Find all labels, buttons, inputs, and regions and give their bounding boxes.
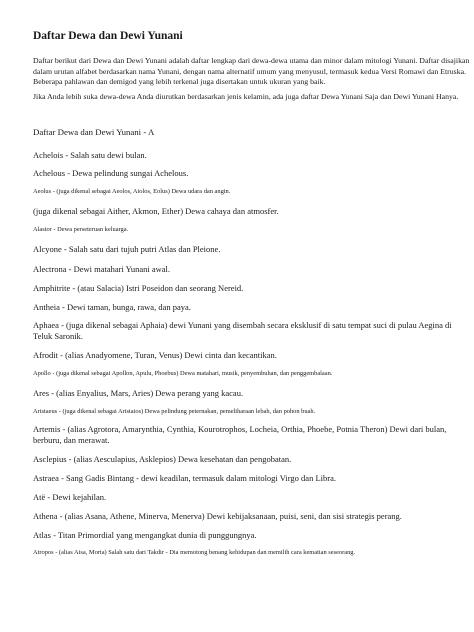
intro-paragraph: Daftar berikut dari Dewa dan Dewi Yunani adalah daftar lengkap dari dewa-dewa utama dan minor dalam mitologi Yunani. Daftar disajikan dalam urutan alfabet berdasarkan nama Yunani, dengan nama alternatif umum yang menyusul, termasuk kedua Versi Romawi dan Etruska. Beberapa pahlawan dan demigod yang lebih terkenal juga disertakan untuk ukuran yang baik. — [33, 56, 470, 87]
deity-entry: Alastor - Dewa perseteruan keluarga. — [33, 226, 129, 233]
deity-entry: Aristaeus - (juga dikenal sebagai Aristaios) Dewa pelindung peternakan, pemeliharaan lebah, dan pohon buah. — [33, 408, 316, 415]
deity-entry: Atropos - (alias Aisa, Morta) Salah satu dari Takdir - Dia memotong benang kehidupan dan memilih cara kematian seseorang. — [33, 549, 356, 556]
page-title: Daftar Dewa dan Dewi Yunani — [33, 30, 183, 42]
deity-entry: Afrodit - (alias Anadyomene, Turan, Venus) Dewi cinta dan kecantikan. — [33, 350, 277, 360]
deity-entry: Achelois - Salah satu dewi bulan. — [33, 150, 147, 160]
section-heading: Daftar Dewa dan Dewi Yunani - A — [33, 127, 155, 137]
deity-entry: Atë - Dewi kejahilan. — [33, 492, 107, 502]
intro-paragraph: Jika Anda lebih suka dewa-dewa Anda diurutkan berdasarkan jenis kelamin, ada juga daftar Dewa Yunani Saja dan Dewi Yunani Hanya. — [33, 92, 459, 101]
deity-entry: Alcyone - Salah satu dari tujuh putri Atlas dan Pleione. — [33, 244, 221, 254]
deity-entry: Aeolus - (juga dikenal sebagai Aeolos, Aiolos, Eolus) Dewa udara dan angin. — [33, 188, 231, 195]
deity-entry: Aphaea - (juga dikenal sebagai Aphaia) dewi Yunani yang disembah secara eksklusif di satu tempat suci di pulau Aegina di Teluk Saronik. — [33, 320, 452, 342]
deity-entry: Athena - (alias Asana, Athene, Minerva, Menerva) Dewi kebijaksanaan, puisi, seni, dan sisi strategis perang. — [33, 511, 402, 521]
deity-entry: Astraea - Sang Gadis Bintang - dewi keadilan, termasuk dalam mitologi Virgo dan Libra. — [33, 473, 336, 483]
deity-entry: (juga dikenal sebagai Aither, Akmon, Ether) Dewa cahaya dan atmosfer. — [33, 206, 279, 216]
deity-entry: Apollo - (juga dikenal sebagai Apollon, Apulu, Phoebus) Dewa matahari, musik, penyembuhan, dan penggembalaan. — [33, 370, 333, 377]
deity-entry: Amphitrite - (atau Salacia) Istri Poseidon dan seorang Nereid. — [33, 283, 244, 293]
deity-entry: Alectrona - Dewi matahari Yunani awal. — [33, 264, 171, 274]
deity-entry: Asclepius - (alias Aesculapius, Asklepios) Dewa kesehatan dan pengobatan. — [33, 454, 292, 464]
deity-entry: Atlas - Titan Primordial yang mengangkat dunia di punggungnya. — [33, 530, 257, 540]
deity-entry: Antheia - Dewi taman, bunga, rawa, dan paya. — [33, 302, 191, 312]
deity-entry: Achelous - Dewa pelindung sungai Achelous. — [33, 168, 189, 178]
deity-entry: Artemis - (alias Agrotora, Amarynthia, Cynthia, Kourotrophos, Locheia, Orthia, Phoebe, Potnia Theron) Dewi dari bulan, berburu, dan merawat. — [33, 424, 447, 446]
deity-entry: Ares - (alias Enyalius, Mars, Aries) Dewa perang yang kacau. — [33, 388, 244, 398]
